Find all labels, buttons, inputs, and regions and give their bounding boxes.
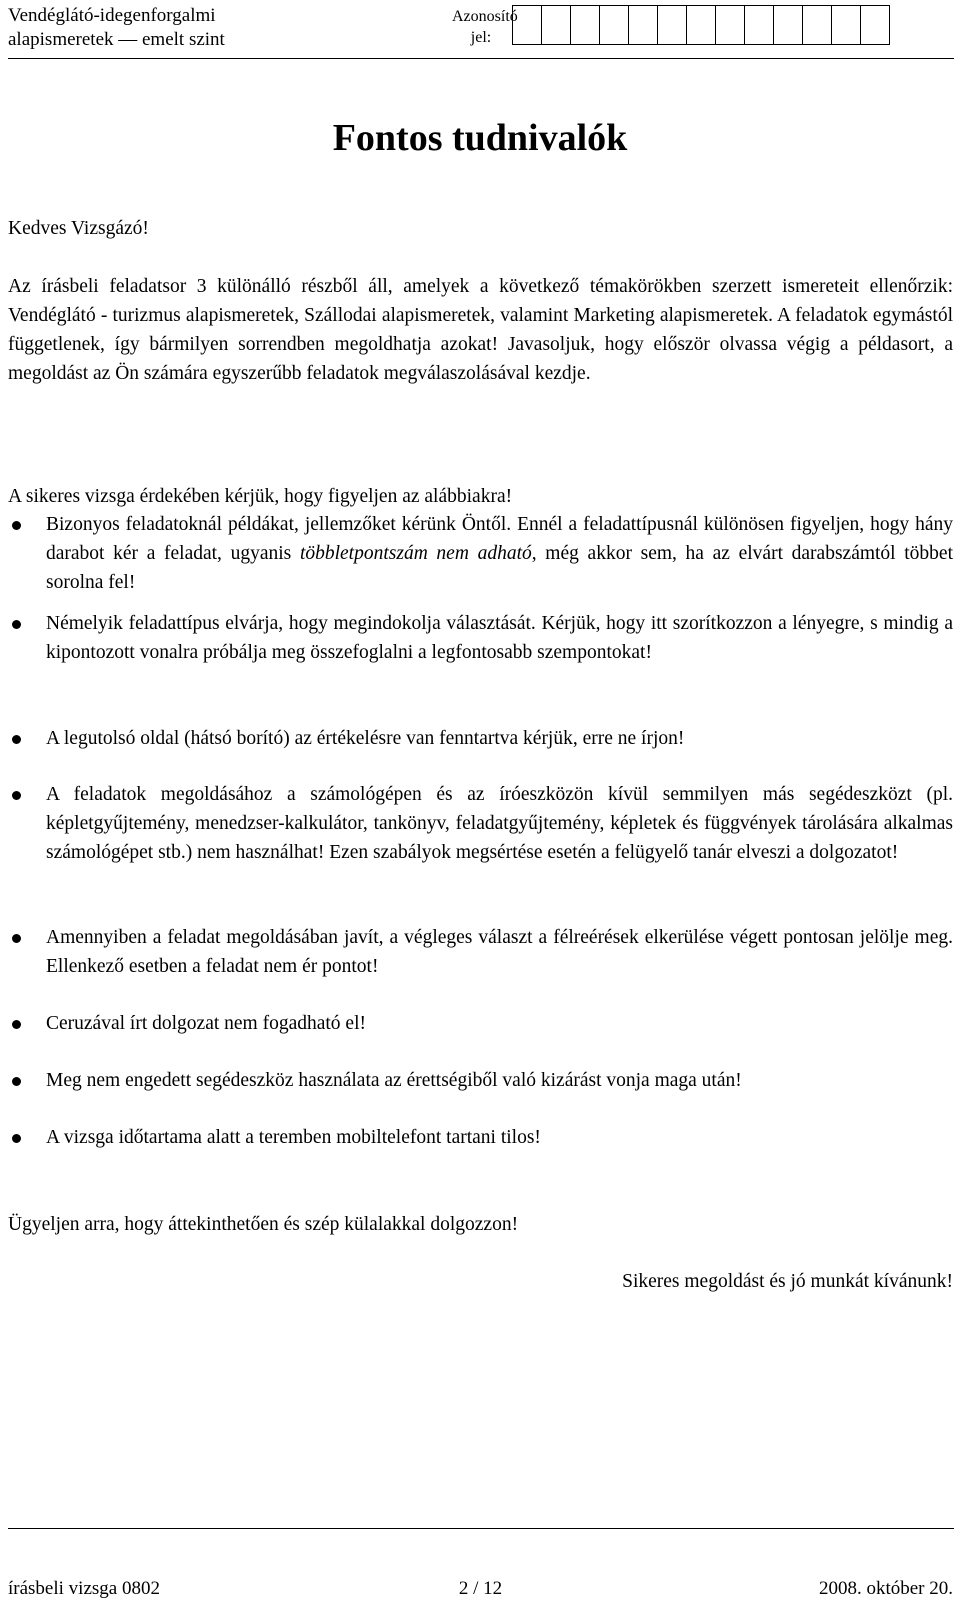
page-title: Fontos tudnivalók — [332, 117, 628, 159]
list-item-text: Bizonyos feladatoknál példákat, jellemzőket kérünk Öntől. Ennél a feladattípusnál különösen figyeljen, hogy hány darabot kér a feladat, ugyanis többletpontszám nem adható, még akkor sem, ha az elvárt darabszámtól többet sorolna fel! — [46, 514, 954, 593]
list-item-text: Meg nem engedett segédeszköz használata az érettségiből való kizárást vonja maga után! — [46, 1070, 742, 1091]
signoff: Sikeres megoldást és jó munkát kívánunk! — [622, 1271, 953, 1292]
id-box[interactable] — [715, 5, 745, 45]
id-label-line-2: jel: — [470, 29, 492, 46]
header-rule — [8, 58, 954, 59]
id-box[interactable] — [599, 5, 629, 45]
exam-code: írásbeli vizsga 0802 — [8, 1578, 160, 1599]
list-item-text: A legutolsó oldal (hátsó borító) az értékelésre van fenntartva kérjük, erre ne írjon! — [46, 728, 685, 749]
id-label-line-1: Azonosító — [452, 8, 518, 25]
attention-line: A sikeres vizsga érdekében kérjük, hogy figyeljen az alábbiakra! — [8, 486, 513, 507]
list-item-text: Amennyiben a feladat megoldásában javít, a végleges választ a félreérések elkerülése végett pontosan jelölje meg. Ellenkező esetben a feladat nem ér pontot! — [46, 927, 953, 977]
bullet-icon — [12, 934, 21, 943]
greeting: Kedves Vizsgázó! — [8, 218, 149, 239]
id-box[interactable] — [802, 5, 832, 45]
subject-line-2: alapismeretek — emelt szint — [8, 29, 225, 50]
footer-rule — [8, 1528, 954, 1529]
id-box[interactable] — [541, 5, 571, 45]
id-box[interactable] — [686, 5, 716, 45]
subject-title — [8, 4, 225, 52]
id-box[interactable] — [773, 5, 803, 45]
list-item-text: Némelyik feladattípus elvárja, hogy megindokolja választását. Kérjük, hogy itt szorítkozzon a lényegre, s mindig a kipontozott vonalra próbálja meg összefoglalni a legfontosabb szempontokat! — [46, 613, 953, 663]
id-box[interactable] — [831, 5, 861, 45]
closing-note: Ügyeljen arra, hogy áttekinthetően és szép külalakkal dolgozzon! — [8, 1214, 519, 1235]
id-box[interactable] — [657, 5, 687, 45]
subject-line-1: Vendéglátó-idegenforgalmi — [8, 5, 216, 26]
page-number: 2 / 12 — [458, 1578, 503, 1599]
intro-paragraph: Az írásbeli feladatsor 3 különálló részből áll, amelyek a következő témakörökben szerzett ismereteit ellenőrzik: Vendéglátó - turizmus alapismeretek, Szállodai alapismeretek, valamint Marketing alapismeretek. A feladatok egymástól függetlenek, így bármilyen sorrendben megoldhatja azokat! Javasoljuk, hogy először olvassa végig a példasort, a megoldást az Ön számára egyszerűbb feladatok megválaszolásával kezdje. — [8, 276, 953, 384]
page-header — [0, 0, 960, 60]
exam-date: 2008. október 20. — [818, 1578, 953, 1599]
bullet-icon — [12, 620, 21, 629]
bullet-icon — [12, 1077, 21, 1086]
bullet-icon — [12, 1020, 21, 1029]
id-box[interactable] — [628, 5, 658, 45]
bullet-icon — [12, 735, 21, 744]
id-label — [452, 6, 518, 48]
list-item-text: Ceruzával írt dolgozat nem fogadható el! — [46, 1013, 366, 1034]
id-box[interactable] — [860, 5, 890, 45]
id-boxes[interactable] — [513, 5, 890, 45]
emphasis-text: többletpontszám nem adható — [299, 543, 532, 564]
id-box[interactable] — [512, 5, 542, 45]
list-item-text: A feladatok megoldásához a számológépen és az íróeszközön kívül semmilyen más segédeszközt (pl. képletgyűjtemény, menedzser-kalkulátor, tankönyv, feladatgyűjtemény, képletek és függvények tárolására alkalmas számológépet stb.) nem használhat! Ezen szabályok megsértése esetén a felügyelő tanár elveszi a dolgozatot! — [46, 784, 953, 863]
bullet-icon — [12, 1134, 21, 1143]
id-box[interactable] — [570, 5, 600, 45]
bullet-icon — [12, 791, 21, 800]
id-box[interactable] — [744, 5, 774, 45]
list-item-text: A vizsga időtartama alatt a teremben mobiltelefont tartani tilos! — [46, 1127, 541, 1148]
bullet-icon — [12, 521, 21, 530]
